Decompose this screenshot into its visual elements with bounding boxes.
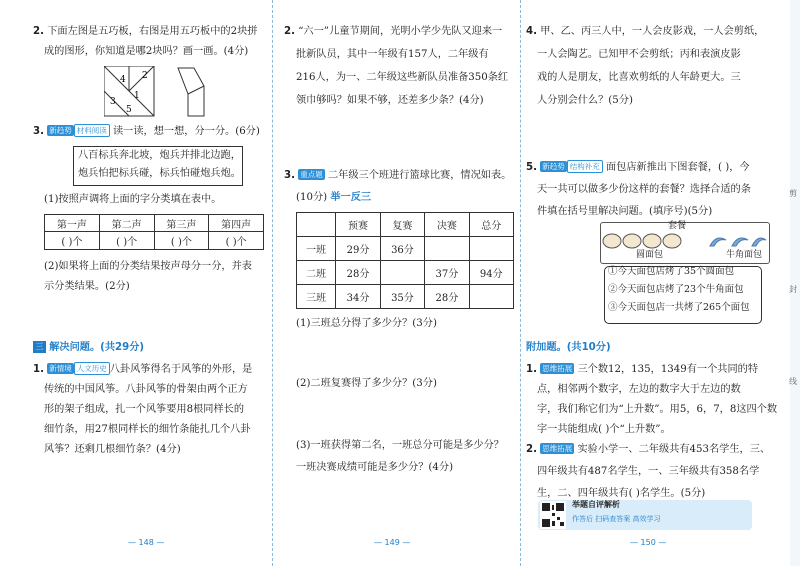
e2-line-1: 2. 思维拓展 实验小学一、二年级共有453名学生，三、 bbox=[526, 444, 771, 455]
m-q3-3-line-1: (3)一班获得第二名，一班总分可能是多少分？ bbox=[296, 440, 504, 451]
row-label: 二班 bbox=[297, 261, 336, 285]
header-cell: 总分 bbox=[469, 213, 513, 237]
tone-header: 第一声 bbox=[45, 215, 100, 232]
m-q2-line-3: 216人，为一、二年级这些新队员准备350条红 bbox=[296, 72, 509, 83]
page-number: — 150 — bbox=[630, 538, 667, 547]
section-title: 解决问题。(共29分) bbox=[49, 342, 145, 353]
side-text-2: 封 bbox=[789, 285, 797, 294]
tangram-digit-4: 4 bbox=[120, 75, 126, 85]
tone-header: 第二声 bbox=[99, 215, 154, 232]
score-cell bbox=[469, 285, 513, 309]
score-cell: 94分 bbox=[469, 261, 513, 285]
cut-line-strip bbox=[790, 0, 800, 566]
m-q2-line-2: 批新队员，其中一年级有157人，二年级有 bbox=[296, 49, 489, 60]
condition-2: ②今天面包店烤了23个牛角面包 bbox=[608, 284, 744, 295]
m-q3-3-line-2: 一班决赛成绩可能是多少分？(4分) bbox=[296, 462, 454, 473]
page-150 bbox=[522, 0, 788, 566]
page-149 bbox=[274, 0, 518, 566]
r-q5-line-1: 5. 新趋势 结构补充 面包店新推出下图套餐，( )，今 bbox=[526, 162, 750, 173]
row-label: 一班 bbox=[297, 237, 336, 261]
page-number: — 148 — bbox=[128, 538, 165, 547]
header-cell: 决赛 bbox=[425, 213, 469, 237]
q3-2-line-2: 示分类结果。(2分) bbox=[44, 281, 130, 292]
q3-2-line-1: (2)如果将上面的分类结果按声母分一分，并表 bbox=[44, 261, 252, 272]
r-q5-line-2: 天一共可以做多少份这样的套餐？选择合适的条 bbox=[537, 184, 751, 195]
m-q2-line-4: 领巾够吗？如果不够，还差多少条？(4分) bbox=[296, 95, 484, 106]
tone-header: 第四声 bbox=[209, 215, 264, 232]
score-cell: 28分 bbox=[425, 285, 469, 309]
tone-table bbox=[44, 214, 264, 250]
r-q4-line-3: 戏的人是朋友，比喜欢剪纸的人年龄更大。三 bbox=[537, 72, 741, 83]
score-cell bbox=[425, 237, 469, 261]
q1-line-1: 1. 新情境 人文历史 八卦风筝得名于风筝的外形，是 bbox=[33, 364, 253, 375]
extra-title: 附加题。(共10分) bbox=[526, 342, 611, 353]
row-label: 三班 bbox=[297, 285, 336, 309]
e1-line-3: 字，我们称它们为“上升数”。用5，6，7，8这四个数 bbox=[537, 404, 778, 415]
score-cell: 35分 bbox=[380, 285, 424, 309]
column-divider bbox=[520, 0, 521, 566]
tone-cell[interactable]: ( )个 bbox=[45, 232, 100, 250]
tangram-digit-3: 3 bbox=[110, 97, 116, 107]
label-round-bread: 圆面包 bbox=[636, 250, 664, 260]
header-cell: 复赛 bbox=[380, 213, 424, 237]
score-table bbox=[296, 212, 514, 309]
q1-line-5: 风筝？还剩几根细竹条？(4分) bbox=[44, 444, 181, 455]
score-cell: 36分 bbox=[380, 237, 424, 261]
tone-header: 第三声 bbox=[154, 215, 209, 232]
tag-example: 举一反三 bbox=[330, 192, 372, 203]
section-header bbox=[33, 338, 144, 358]
q3-line: 3. 新趋势 材料阅读 读一读，想一想，分一分。(6分) bbox=[33, 126, 260, 137]
score-cell: 28分 bbox=[336, 261, 380, 285]
qr-title: 举题自评解析 bbox=[572, 500, 620, 509]
e1-line-4: 字一共能组成( )个“上升数”。 bbox=[537, 424, 671, 435]
column-divider bbox=[272, 0, 273, 566]
q1-line-2: 传统的中国风筝。八卦风筝的骨架由两个正方 bbox=[44, 384, 248, 395]
r-q4-line-2: 一人会陶艺。已知甲不会剪纸；丙和表演皮影 bbox=[537, 49, 741, 60]
m-q3-2: (2)二班复赛得了多少分？(3分) bbox=[296, 378, 437, 389]
m-q2-line-1: 2. “六一”儿童节期间，光明小学少先队又迎来一 bbox=[284, 26, 503, 37]
m-q3-line-1: 3. 重点题 二年级三个班进行篮球比赛，情况如表。 bbox=[284, 170, 512, 181]
side-text-3: 线 bbox=[789, 377, 797, 386]
tangram-figures bbox=[104, 66, 244, 118]
tangram-digit-1: 1 bbox=[134, 91, 140, 101]
score-cell bbox=[469, 237, 513, 261]
side-text-1: 剪 bbox=[789, 189, 797, 198]
m-q3-1: (1)三班总分得了多少分？(3分) bbox=[296, 318, 437, 329]
e2-line-2: 四年级共有487名学生，一、三年级共有358名学 bbox=[537, 466, 760, 477]
e1-line-1: 1. 思维拓展 三个数12，135，1349有一个共同的特 bbox=[526, 364, 759, 375]
label-croissant: 牛角面包 bbox=[726, 250, 763, 260]
tangram-digit-2: 2 bbox=[142, 71, 148, 81]
tone-cell[interactable]: ( )个 bbox=[154, 232, 209, 250]
score-cell: 34分 bbox=[336, 285, 380, 309]
tangram-digit-5: 5 bbox=[126, 105, 132, 115]
poem-line-2: 炮兵怕把标兵碰，标兵怕碰炮兵炮。 bbox=[78, 168, 241, 179]
e2-line-3: 生，二、四年级共有( )名学生。(5分) bbox=[537, 488, 706, 499]
score-cell: 29分 bbox=[336, 237, 380, 261]
tone-cell[interactable]: ( )个 bbox=[209, 232, 264, 250]
r-q4-line-4: 人分别会什么？(5分) bbox=[537, 95, 633, 106]
q1-line-3: 形的架子组成，扎一个风筝要用8根同样长的 bbox=[44, 404, 245, 415]
q2-line-1: 2. 下面左图是五巧板，右图是用五巧板中的2块拼 bbox=[33, 26, 258, 37]
tone-cell[interactable]: ( )个 bbox=[99, 232, 154, 250]
qr-code-icon[interactable] bbox=[540, 501, 566, 529]
header-cell: 预赛 bbox=[336, 213, 380, 237]
set-meal-title: 套餐 bbox=[668, 221, 687, 231]
condition-1: ①今天面包店烤了35个圆面包 bbox=[608, 266, 735, 277]
qr-subtitle: 作答后 扫码查答案 高效学习 bbox=[572, 515, 661, 523]
page-148 bbox=[0, 0, 268, 566]
r-q5-line-3: 件填在括号里解决问题。(填序号)(5分) bbox=[537, 206, 713, 217]
condition-3: ③今天面包店一共烤了265个面包 bbox=[608, 302, 750, 313]
page-number: — 149 — bbox=[374, 538, 411, 547]
section-badge: 三 bbox=[33, 341, 46, 353]
score-cell bbox=[380, 261, 424, 285]
m-q3-line-2: (10分) 举一反三 bbox=[296, 192, 372, 203]
q2-line-2: 成的图形，你知道是哪2块吗？画一画。(4分) bbox=[44, 46, 249, 57]
score-cell: 37分 bbox=[425, 261, 469, 285]
poem-line-1: 八百标兵奔北坡，炮兵并排北边跑， bbox=[78, 150, 241, 161]
q1-line-4: 细竹条，用27根同样长的细竹条能扎几个八卦 bbox=[44, 424, 251, 435]
e1-line-2: 点，相邻两个数字，左边的数字大于左边的数 bbox=[537, 384, 741, 395]
r-q4-line-1: 4. 甲、乙、丙三人中，一人会皮影戏，一人会剪纸， bbox=[526, 26, 765, 37]
header-cell bbox=[297, 213, 336, 237]
q3-1: (1)按照声调将上面的字分类填在表中。 bbox=[44, 194, 222, 205]
